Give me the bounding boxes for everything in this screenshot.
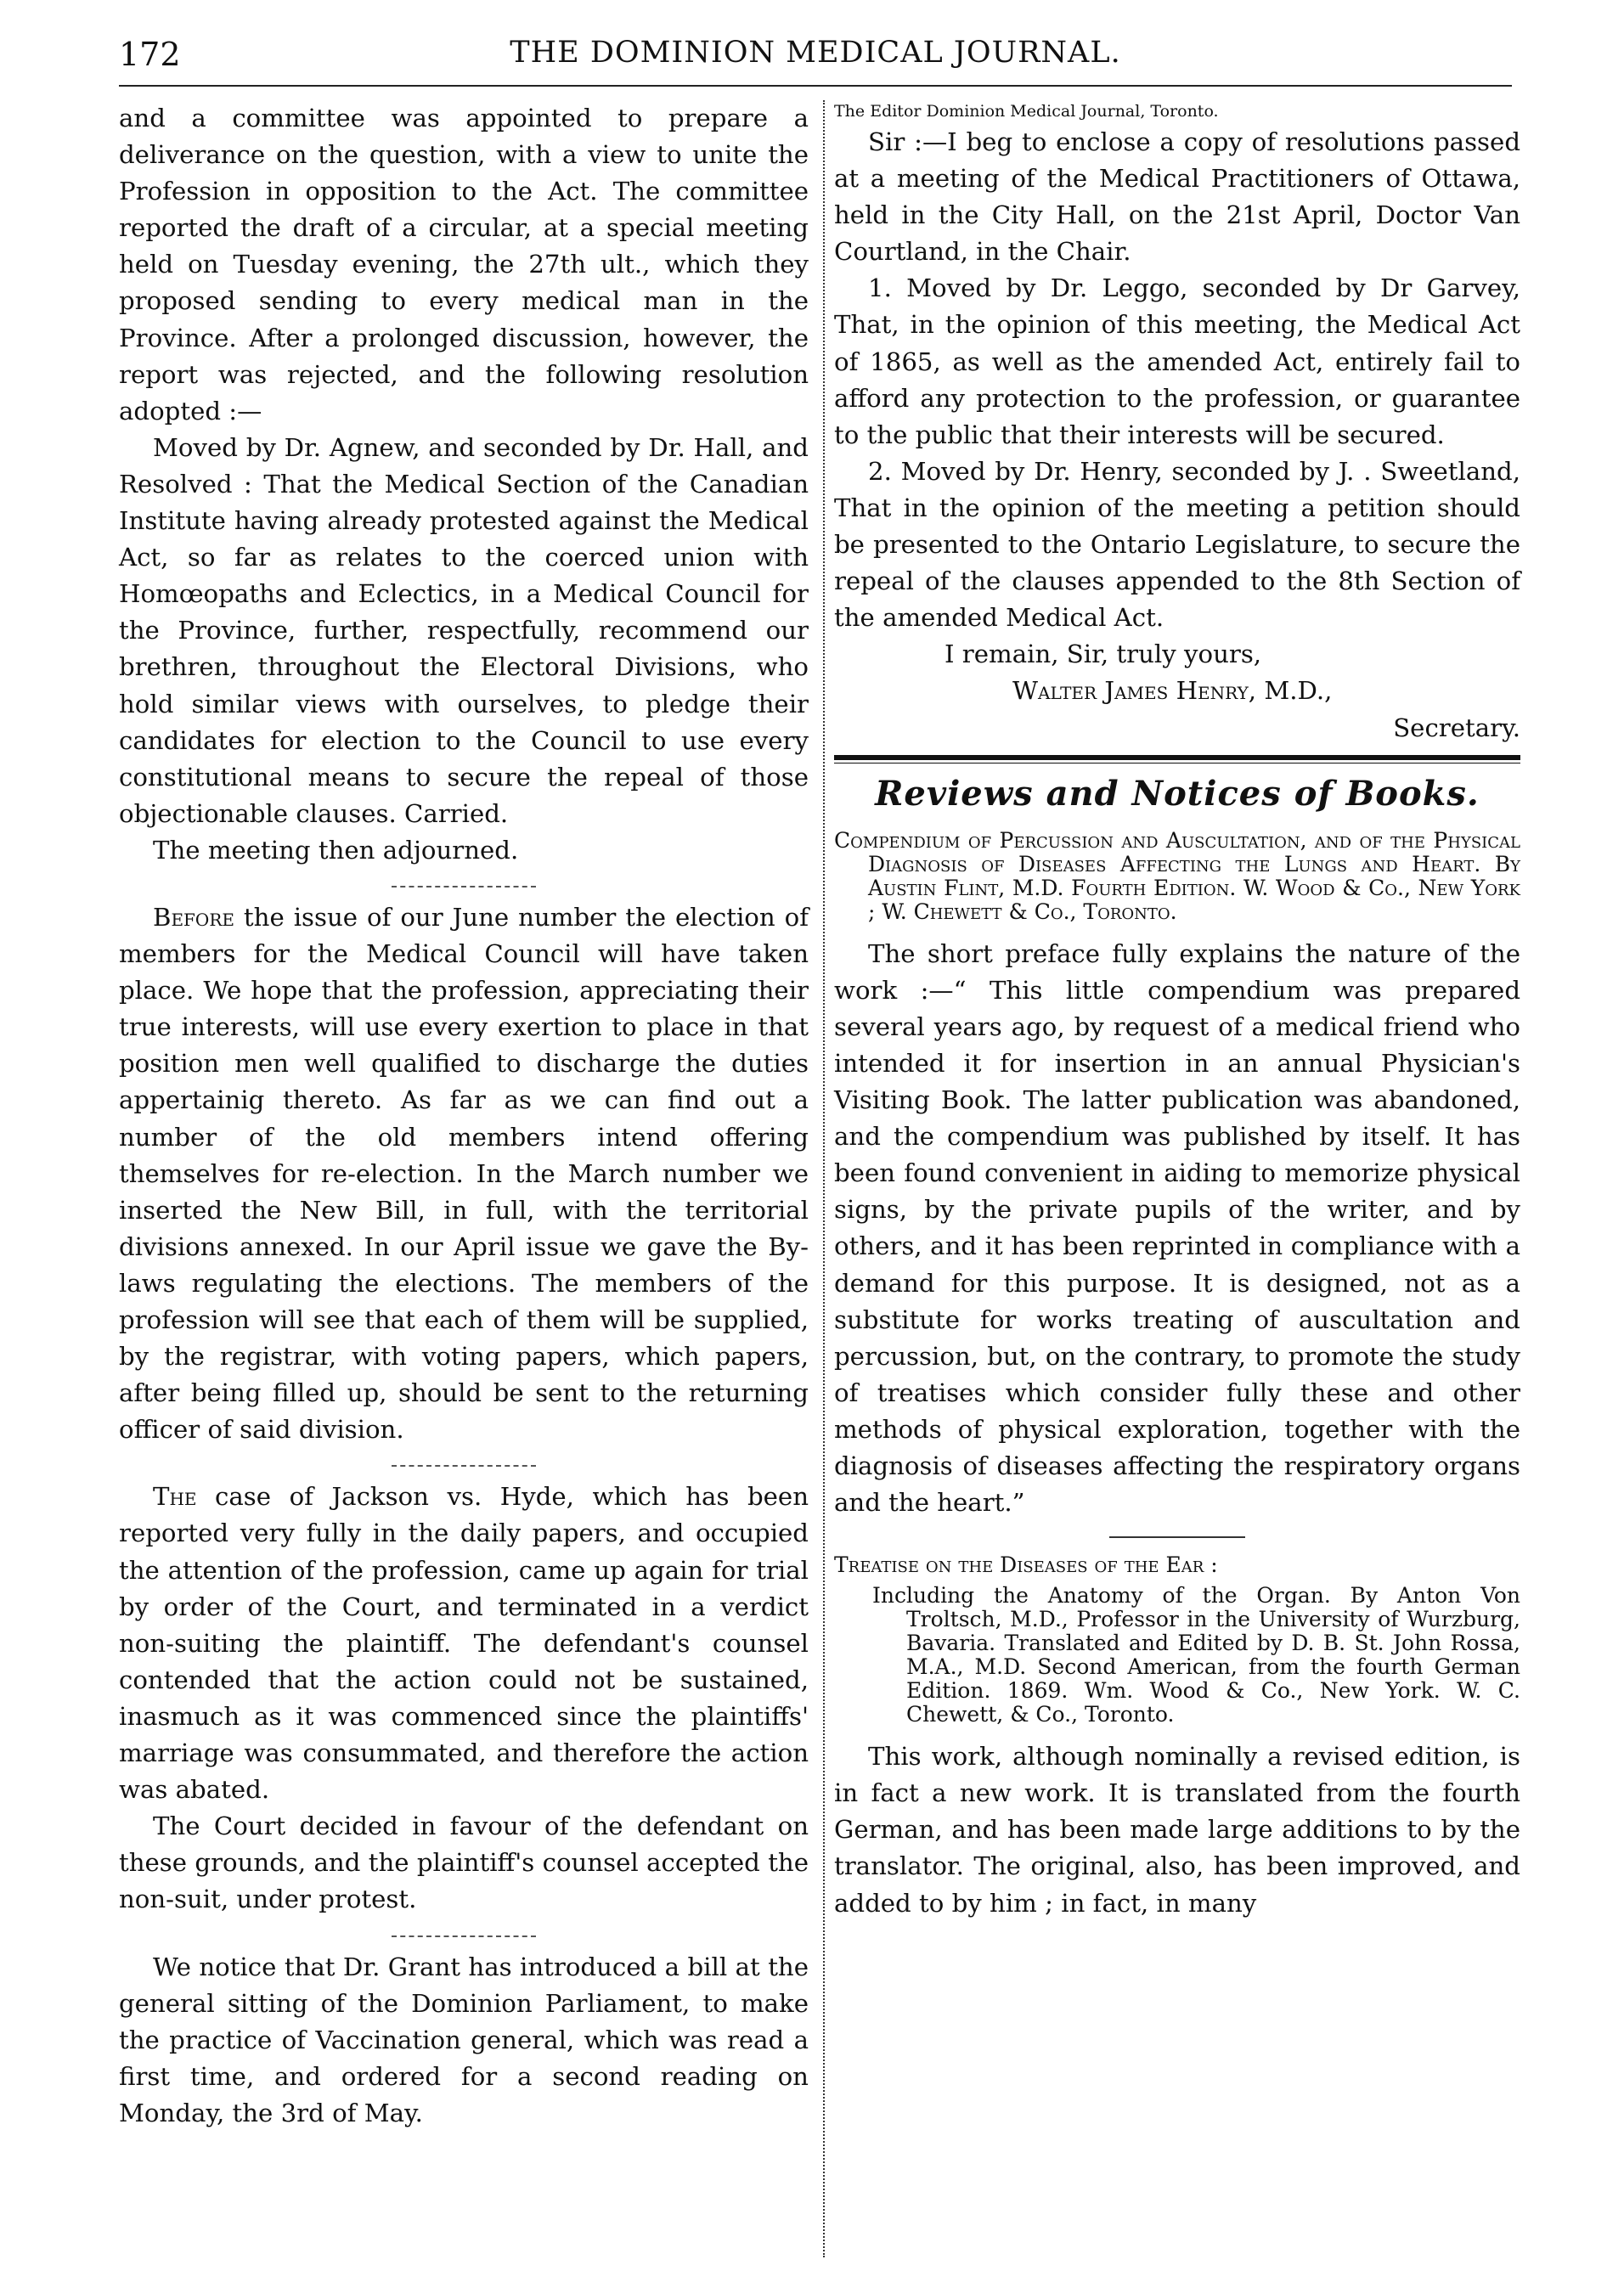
book-review-compendium: The short preface fully explains the nature of the work :—“ This little compendium was prepared several years ago, by request of a medical friend who intended it for insertion in an annual Physician's Visiting Book. The latter publication was abandoned, and the compendium was published by itself. It has been found convenient in aiding to memorize physical signs, by the private pupils of the writer, and by others, and it has been reprinted in compliance with a demand for this purpose. It is designed, not as a substitute for works treating of auscultation and percussion, but, on the contrary, to promote the study of treatises which consider fully these and other methods of physical exploration, together with the diagnosis of diseases affecting the respiratory organs and the heart.” xyxy=(834,938,1520,1518)
ornamental-divider xyxy=(392,886,536,889)
letter-resolution-2: 2. Moved by Dr. Henry, seconded by J. . Sweetland, That in the opinion of the meeting a petition should be presented to the Ontario Legislature, to secure the repeal of the clauses appended to the 8th Section of the amended Medical Act. xyxy=(834,456,1520,633)
letter-paragraph: Sir :—I beg to enclose a copy of resolutions passed at a meeting of the Medical Practitioners of Ottawa, held in the City Hall, on the 21st April, Doctor Van Courtland, in the Chair. xyxy=(834,127,1520,267)
review-divider xyxy=(1109,1536,1245,1538)
book-review-ear: This work, although nominally a revised edition, is in fact a new work. It is translated from the fourth German, and has been made large additions to by the translator. The original, also, has been improved, and added to by him ; in fact, in many xyxy=(834,1742,1520,1918)
running-title: THE DOMINION MEDICAL JOURNAL. xyxy=(510,36,1121,70)
column-divider xyxy=(823,100,825,2257)
ornamental-divider xyxy=(392,1465,536,1468)
book-title-compendium: Compendium of Percussion and Auscultation, and of the Physical Diagnosis of Diseases Affecting the Lungs and Heart. By Austin Flint, M.D. Fourth Edition. W. Wood & Co., New York ; W. Chewett & Co., Toronto. xyxy=(834,827,1520,924)
paragraph-court-decision: The Court decided in favour of the defendant on these grounds, and the plaintiff's counsel accepted the non-suit, under protest. xyxy=(119,1812,809,1914)
left-column xyxy=(119,100,809,2132)
paragraph-election-body: the issue of our June number the election of members for the Medical Council will have taken place. We hope that the profession, appreciating their true interests, will use every exertion to place in that position men well qualified to discharge the duties appertainig thereto. As far as we can find out a number of the old members intend offering themselves for re-election. In the March number we inserted the New Bill, in full, with the territorial divisions annexed. In our April issue we gave the By-laws regulating the elections. The members of the profession will see that each of them will be supplied, by the registrar, with voting papers, which papers, after being filled up, should be sent to the returning officer of said division. xyxy=(119,902,809,1445)
header-rule xyxy=(119,85,1512,87)
running-header xyxy=(119,32,1512,85)
page-number: 172 xyxy=(119,36,181,73)
paragraph-committee: and a committee was appointed to prepare a deliverance on the question, with a view to unite the Profession in opposition to the Act. The committee reported the draft of a circular, at a special meeting held on Tuesday evening, the 27th ult., which they proposed sending to every medical man in the Province. After a prolonged discussion, however, the report was rejected, and the following resolution adopted :— xyxy=(119,104,809,425)
paragraph-election xyxy=(119,899,809,1448)
letter-signature: Walter James Henry, M.D., xyxy=(1012,676,1333,706)
book-title-ear: Treatise on the Diseases of the Ear : xyxy=(834,1552,1218,1578)
letter-closing: I remain, Sir, truly yours, xyxy=(945,640,1262,669)
paragraph-jackson-hyde-body: case of Jackson vs. Hyde, which has been reported very fully in the daily papers, and occupied the attention of the profession, came up again for trial by order of the Court, and terminated in a verdict non-suiting the plaintiff. The defendant's counsel contended that the action could not be sustained, inasmuch as it was commenced since the plaintiffs' marriage was consummated, and therefore the action was abated. xyxy=(119,1482,809,1805)
lead-word: The xyxy=(153,1482,197,1512)
lead-word: Before xyxy=(153,902,234,932)
paragraph-resolution: Moved by Dr. Agnew, and seconded by Dr. Hall, and Resolved : That the Medical Section of the Canadian Institute having already protested against the Medical Act, so far as relates to the coerced union with Homœopaths and Eclectics, in a Medical Council for the Province, further, respectfully, recommend our brethren, throughout the Electoral Divisions, who hold similar views with ourselves, to pledge their candidates for election to the Council to use every constitutional means to secure the repeal of those objectionable clauses. Carried. xyxy=(119,432,809,828)
letter-resolution-1: 1. Moved by Dr. Leggo, seconded by Dr Garvey, That, in the opinion of this meeting, the Medical Act of 1865, as well as the amended Act, entirely fail to afford any protection to the profession, or guarantee to the public that their interests will be secured. xyxy=(834,273,1520,449)
section-heading: Reviews and Notices of Books. xyxy=(875,773,1480,814)
paragraph-adjourned: The meeting then adjourned. xyxy=(153,835,519,865)
signature-role: Secretary. xyxy=(1393,713,1520,742)
signature-block xyxy=(834,636,1520,746)
paragraph-jackson-hyde xyxy=(119,1479,809,1808)
right-column xyxy=(834,100,1520,1922)
book-subtitle-ear: Including the Anatomy of the Organ. By Anton Von Troltsch, M.D., Professor in the University of Wurzburg, Bavaria. Translated and Edited by D. B. St. John Rossa, M.A., M.D. Second American, from the fourth German Edition. 1869. Wm. Wood & Co., New York. W. C. Chewett, & Co., Toronto. xyxy=(872,1583,1520,1727)
ornamental-divider xyxy=(392,1935,536,1939)
paragraph-vaccination: We notice that Dr. Grant has introduced a bill at the general sitting of the Dominion Parliament, to make the practice of Vaccination general, which was read a first time, and ordered for a second reading on Monday, the 3rd of May. xyxy=(119,1952,809,2127)
section-rule-thick xyxy=(834,755,1520,760)
letter-address: The Editor Dominion Medical Journal, Toronto. xyxy=(834,102,1219,121)
